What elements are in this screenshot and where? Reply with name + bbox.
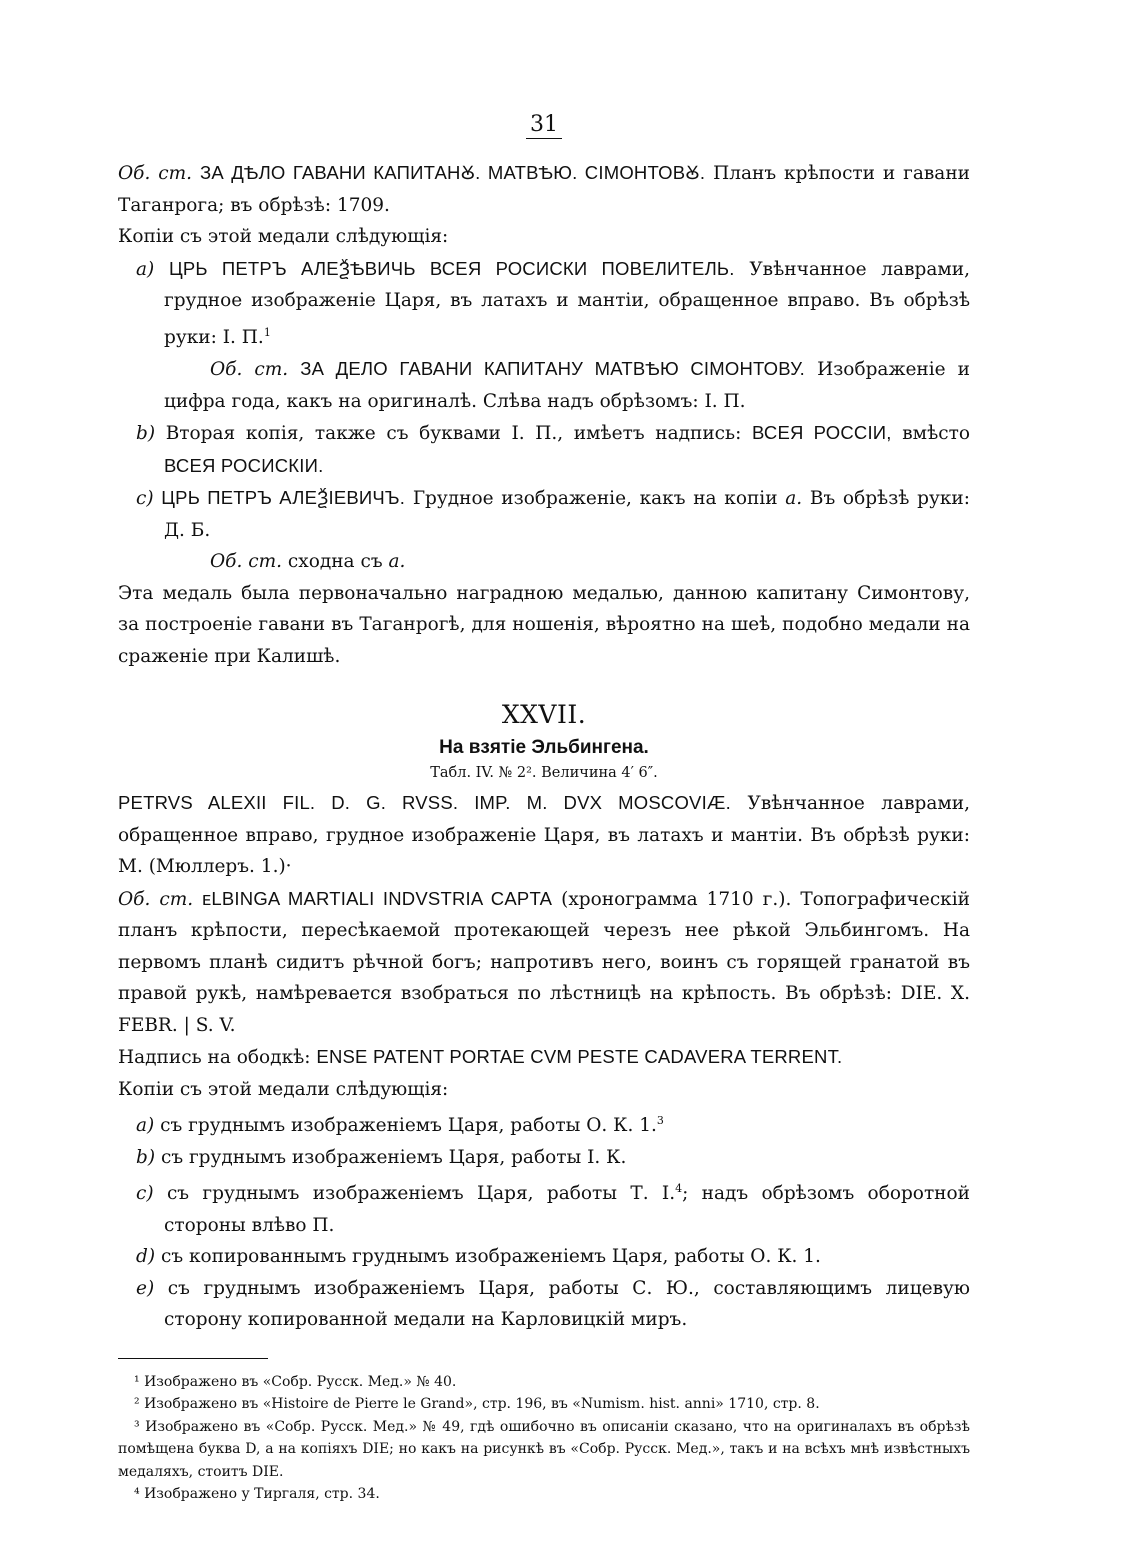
copy-item-a: a) ЦРЬ ПЕТРЪ АЛЕѮѢВИЧЬ ВСЕЯ РОСИСКИ ПОВЕЛИТЕЛЬ. Увѣнчанное лаврами, грудное изображеніе Царя, въ латахъ и мантіи, обращенное вправо. Въ обрѣзѣ руки: І. П.$^1$ (136, 257, 970, 348)
copy-list-item: d) съ копированнымъ груднымъ изображеніемъ Царя, работы О. К. 1. (136, 1246, 821, 1268)
reverse-description: Об. ст. ᴇLBINGA MARTIALI INDVSTRIA CAPTA (хронограмма 1710 г.). Топографическій планъ крѣпости, пересѣкаемой протекающей черезъ нее рѣкой Эльбингомъ. На первомъ планѣ сидитъ рѣчной богъ; напротивъ него, воинъ съ горящей гранатой въ правой рукѣ, намѣревается взобраться по лѣстницѣ на крѣпость. Въ обрѣзѣ: DIE. X. FEBR. | S. V. (118, 887, 970, 1036)
table-reference: Табл. IV. № 2². Величина 4′ 6″. (430, 765, 658, 782)
copy-list-item: c) съ груднымъ изображеніемъ Царя, работы Т. І.$^4$; надъ обрѣзомъ оборотной стороны влѣво П. (136, 1182, 970, 1236)
copy-item-b: b) Вторая копія, также съ буквами І. П., имѣетъ надпись: ВСЕЯ РОССІИ, вмѣсто ВСЕЯ РОСИСКІИ. (136, 422, 970, 476)
footnote: ¹ Изображено въ «Собр. Русск. Мед.» № 40. (134, 1373, 457, 1390)
page-number: 31 (118, 112, 970, 139)
medal-note: Эта медаль была первоначально наградною медалью, данною капитану Симонтову, за построеніе гавани въ Таганрогѣ, для ношенія, вѣроятно на шеѣ, подобно медали на сраженіе при Калишѣ. (118, 582, 970, 667)
legend-description: PETRVS ALEXII FIL. D. G. RVSS. IMP. M. DVX MOSCOVIÆ. Увѣнчанное лаврами, обращенное вправо, грудное изображеніе Царя, въ латахъ и мантіи. Въ обрѣзѣ руки: М. (Мюллеръ. 1.)· (118, 792, 970, 878)
footnote: ³ Изображено въ «Собр. Русск. Мед.» № 49, гдѣ ошибочно въ описаніи сказано, что на оригиналахъ въ обрѣзѣ помѣщена буква D, а на копіяхъ DIE; но какъ на рисункѣ въ «Собр. Русск. Мед.», такъ и на всѣхъ мнѣ извѣстныхъ медаляхъ, стоитъ DIE. (118, 1418, 971, 1480)
rim-inscription: Надпись на ободкѣ: ENSE PATENT PORTAE CVM PESTE CADAVERA TERRENT. (118, 1046, 843, 1069)
obverse-description: Об. ст. ЗА ДѢЛО ГАВАНИ КАПИТАНꙊ. МАТВѢЮ. СІМОНТОВꙊ. Планъ крѣпости и гавани Таганрога; въ обрѣзѣ: 1709. (118, 162, 970, 216)
footnote-divider (118, 1358, 268, 1359)
copy-list-item: b) съ груднымъ изображеніемъ Царя, работы І. К. (136, 1146, 627, 1168)
copy-item-c: c) ЦРЬ ПЕТРЪ АЛЕѮІЕВИЧЪ. Грудное изображеніе, какъ на копіи a. Въ обрѣзѣ руки: Д. Б. (136, 487, 970, 541)
section-number: XXVII. (501, 700, 587, 730)
document-page (118, 112, 970, 1506)
footnote: ² Изображено въ «Histoire de Pierre le Grand», стр. 196, въ «Numism. hist. anni» 1710, стр. 8. (134, 1396, 820, 1413)
copy-list-item: a) съ груднымъ изображеніемъ Царя, работы О. К. 1.$^3$ (136, 1114, 664, 1137)
copy-item-a-obverse: Об. ст. ЗА ДЕЛО ГАВАНИ КАПИТАНУ МАТВѢЮ СІМОНТОВУ. Изображеніе и цифра года, какъ на оригиналѣ. Слѣва надъ обрѣзомъ: І. П. (164, 358, 970, 412)
copy-item-c-obverse: Об. ст. сходна съ a. (210, 551, 406, 573)
copies-intro: Копіи съ этой медали слѣдующія: (118, 226, 449, 247)
footnote: ⁴ Изображено у Тиргаля, стр. 34. (134, 1486, 380, 1503)
copies-intro-2: Копіи съ этой медали слѣдующія: (118, 1078, 449, 1100)
section-title: На взятіе Эльбингена. (439, 737, 649, 759)
copy-list-item: e) съ груднымъ изображеніемъ Царя, работы С. Ю., составляющимъ лицевую сторону копированной медали на Карловицкій миръ. (136, 1277, 970, 1331)
